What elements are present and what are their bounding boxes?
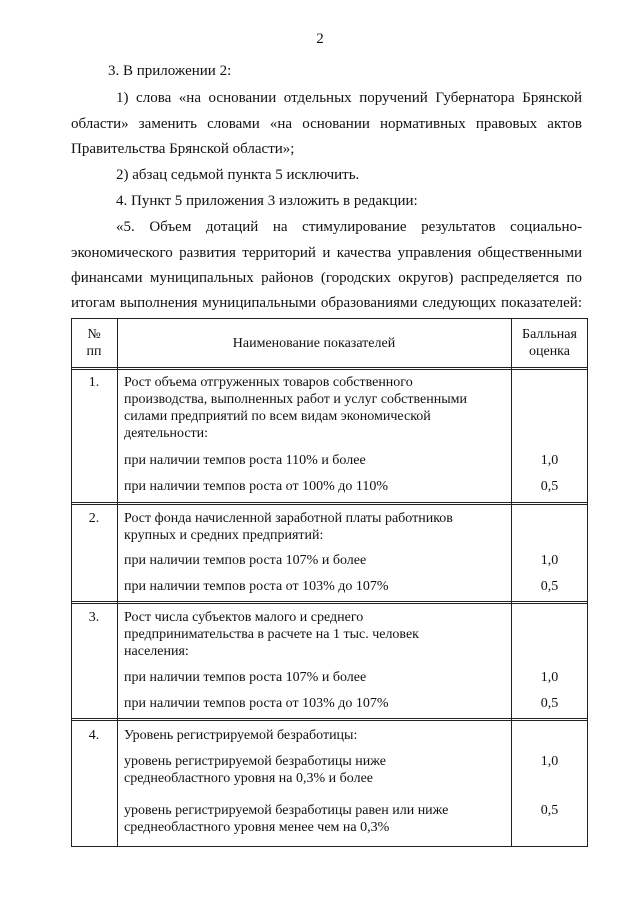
header-score-line-1: Балльная — [522, 327, 577, 342]
header-num-pp: пп — [86, 344, 102, 359]
quote-line-1: «5. Объем дотаций на стимулирование результатов социально- — [116, 219, 582, 235]
row-divider-2 — [71, 601, 588, 604]
row-title-line: крупных и средних предприятий: — [124, 528, 324, 543]
row-divider-1 — [71, 502, 588, 505]
paragraph-item-3: 3. В приложении 2: — [108, 63, 232, 79]
row-number: 3. — [88, 610, 100, 625]
criterion-text: среднеобластного уровня менее чем на 0,3% — [124, 820, 390, 835]
row-title-line: Рост числа субъектов малого и среднего — [124, 610, 364, 625]
criterion-text: при наличии темпов роста 107% и более — [124, 670, 367, 685]
row-title-line: производства, выполненных работ и услуг собственными — [124, 392, 467, 407]
row-number: 4. — [88, 728, 100, 743]
quote-line-3: финансами муниципальных районов (городских округов) распределяется по — [71, 270, 582, 286]
row-title-line: населения: — [124, 644, 189, 659]
criterion-score: 0,5 — [540, 479, 559, 494]
paragraph-item-3-1-line-3: Правительства Брянской области»; — [71, 141, 295, 157]
paragraph-item-3-1-line-1: 1) слова «на основании отдельных поручений Губернатора Брянской — [116, 90, 582, 106]
criterion-text: среднеобластного уровня на 0,3% и более — [124, 771, 374, 786]
row-title-line: Рост фонда начисленной заработной платы работников — [124, 511, 453, 526]
row-title-line: деятельности: — [124, 426, 209, 441]
header-indicator-name: Наименование показателей — [232, 336, 396, 351]
row-title-line: Уровень регистрируемой безработицы: — [124, 728, 358, 743]
criterion-score: 0,5 — [540, 696, 559, 711]
paragraph-item-3-2: 2) абзац седьмой пункта 5 исключить. — [116, 167, 360, 183]
criterion-score: 1,0 — [540, 453, 559, 468]
criterion-score: 0,5 — [540, 579, 559, 594]
criterion-text: при наличии темпов роста 110% и более — [124, 453, 366, 468]
row-title-line: предпринимательства в расчете на 1 тыс. человек — [124, 627, 419, 642]
row-title-line: силами предприятий по всем видам экономической — [124, 409, 431, 424]
criterion-text: при наличии темпов роста от 103% до 107% — [124, 696, 389, 711]
header-score-line-2: оценка — [528, 344, 570, 359]
header-divider — [71, 367, 588, 370]
criterion-score: 1,0 — [540, 553, 559, 568]
paragraph-item-4: 4. Пункт 5 приложения 3 изложить в редакции: — [116, 193, 418, 209]
criterion-score: 0,5 — [540, 803, 559, 818]
column-divider-1 — [117, 318, 118, 847]
page-number: 2 — [316, 31, 324, 47]
row-number: 2. — [88, 511, 100, 526]
row-divider-3 — [71, 718, 588, 721]
criterion-text: при наличии темпов роста 107% и более — [124, 553, 367, 568]
quote-line-2: экономического развития территорий и качества управления общественными — [71, 245, 582, 261]
criterion-score: 1,0 — [540, 670, 559, 685]
row-title-line: Рост объема отгруженных товаров собственного — [124, 375, 413, 390]
criterion-text: при наличии темпов роста от 100% до 110% — [124, 479, 389, 494]
criterion-text: при наличии темпов роста от 103% до 107% — [124, 579, 389, 594]
criterion-text: уровень регистрируемой безработицы ниже — [124, 754, 386, 769]
criterion-text: уровень регистрируемой безработицы равен или ниже — [124, 803, 449, 818]
row-number: 1. — [88, 375, 100, 390]
criterion-score: 1,0 — [540, 754, 559, 769]
paragraph-item-3-1-line-2: области» заменить словами «на основании нормативных правовых актов — [71, 116, 582, 132]
header-num-symbol: № — [87, 327, 101, 342]
quote-line-4: итогам выполнения муниципальными образованиями следующих показателей: — [71, 295, 582, 311]
